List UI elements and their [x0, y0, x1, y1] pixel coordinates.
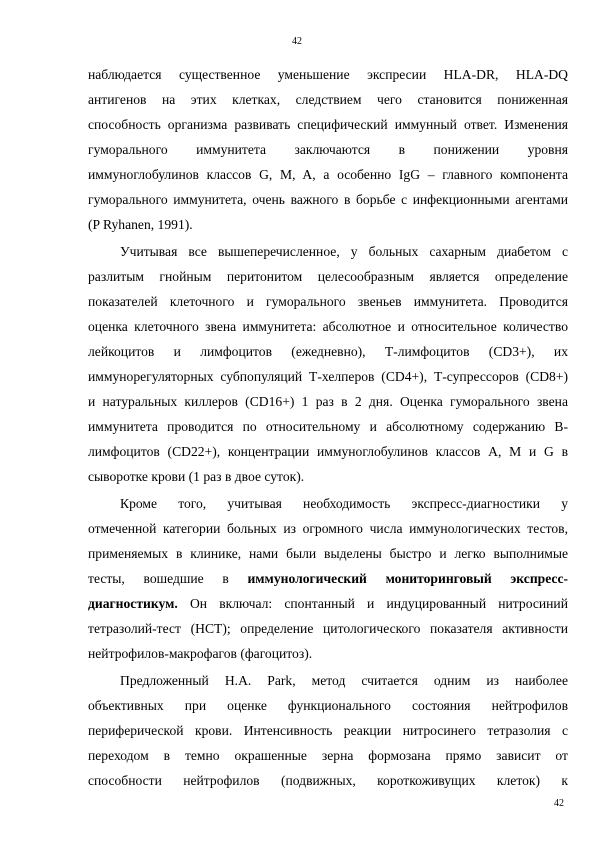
- text-line: иммунитета проводится по относительному и абсолютному содержанию В-: [88, 419, 568, 434]
- text-line: нейтрофилов-макрофагов (фагоцитоз).: [88, 646, 313, 661]
- bold-term: диагностикум.: [88, 596, 178, 611]
- text-line: оценка клеточного звена иммунитета: абсолютное и относительное количество: [88, 319, 568, 334]
- text-line: разлитым гнойным перитонитом целесообразным является определение: [88, 269, 568, 284]
- text-line: Учитывая все вышеперечисленное, у больных сахарным диабетом с: [120, 244, 568, 259]
- text-line: показателей клеточного и гуморального звеньев иммунитета. Проводится: [88, 294, 568, 309]
- text-run: Он включал: спонтанный и индуцированный нитросиний: [189, 596, 568, 611]
- text-line: гуморального иммунитета, очень важного в борьбе с инфекционными агентами: [88, 192, 568, 207]
- text-line: тетразолий-тест (НСТ); определение цитологического показателя активности: [88, 621, 568, 636]
- text-line: лимфоцитов (CD22+), концентрации иммуноглобулинов классов A, M и G в: [88, 444, 568, 459]
- text-line: (P Ryhanen, 1991).: [88, 217, 193, 232]
- text-line: отмеченной категории больных из огромного числа иммунологических тестов,: [88, 521, 568, 536]
- text-line-mixed: [88, 566, 568, 591]
- text-line: периферической крови. Интенсивность реакции нитросинего тетразолия с: [88, 723, 568, 738]
- page-number-top: 42: [292, 36, 302, 47]
- text-line: гуморального иммунитета заключаются в понижении уровня: [88, 142, 568, 157]
- text-line: способность организма развивать специфический иммунный ответ. Изменения: [88, 117, 568, 132]
- text-line: Кроме того, учитывая необходимость экспресс-диагностики у: [120, 496, 568, 511]
- text-line: антигенов на этих клетках, следствием чего становится пониженная: [88, 92, 568, 107]
- bold-term: иммунологический мониторинговый экспресс-: [247, 571, 569, 586]
- text-line: Предложенный Н.А. Park, метод считается одним из наиболее: [120, 673, 568, 688]
- text-line: наблюдается существенное уменьшение экспресии HLA-DR, HLA-DQ: [88, 67, 568, 82]
- text-run: тесты, вошедшие в: [88, 571, 229, 586]
- text-line: и натуральных киллеров (CD16+) 1 раз в 2 дня. Оценка гуморального звена: [88, 394, 568, 409]
- page-number-bottom: 42: [554, 798, 564, 809]
- text-line: переходом в темно окрашенные зерна формозана прямо зависит от: [88, 748, 568, 763]
- text-line: сыворотке крови (1 раз в двое суток).: [88, 469, 305, 484]
- text-line: иммуноглобулинов классов G, M, A, а особенно IgG – главного компонента: [88, 167, 568, 182]
- text-line-mixed: [88, 591, 568, 616]
- text-line: объективных при оценке функционального состояния нейтрофилов: [88, 698, 568, 713]
- text-line: лейкоцитов и лимфоцитов (ежедневно), Т-лимфоцитов (CD3+), их: [88, 344, 568, 359]
- text-line: иммунорегуляторных субпопуляций Т-хелперов (CD4+), Т-супрессоров (CD8+): [88, 369, 568, 384]
- text-line: способности нейтрофилов (подвижных, короткоживущих клеток) к: [88, 773, 568, 788]
- text-line: применяемых в клинике, нами были выделены быстро и легко выполнимые: [88, 546, 568, 561]
